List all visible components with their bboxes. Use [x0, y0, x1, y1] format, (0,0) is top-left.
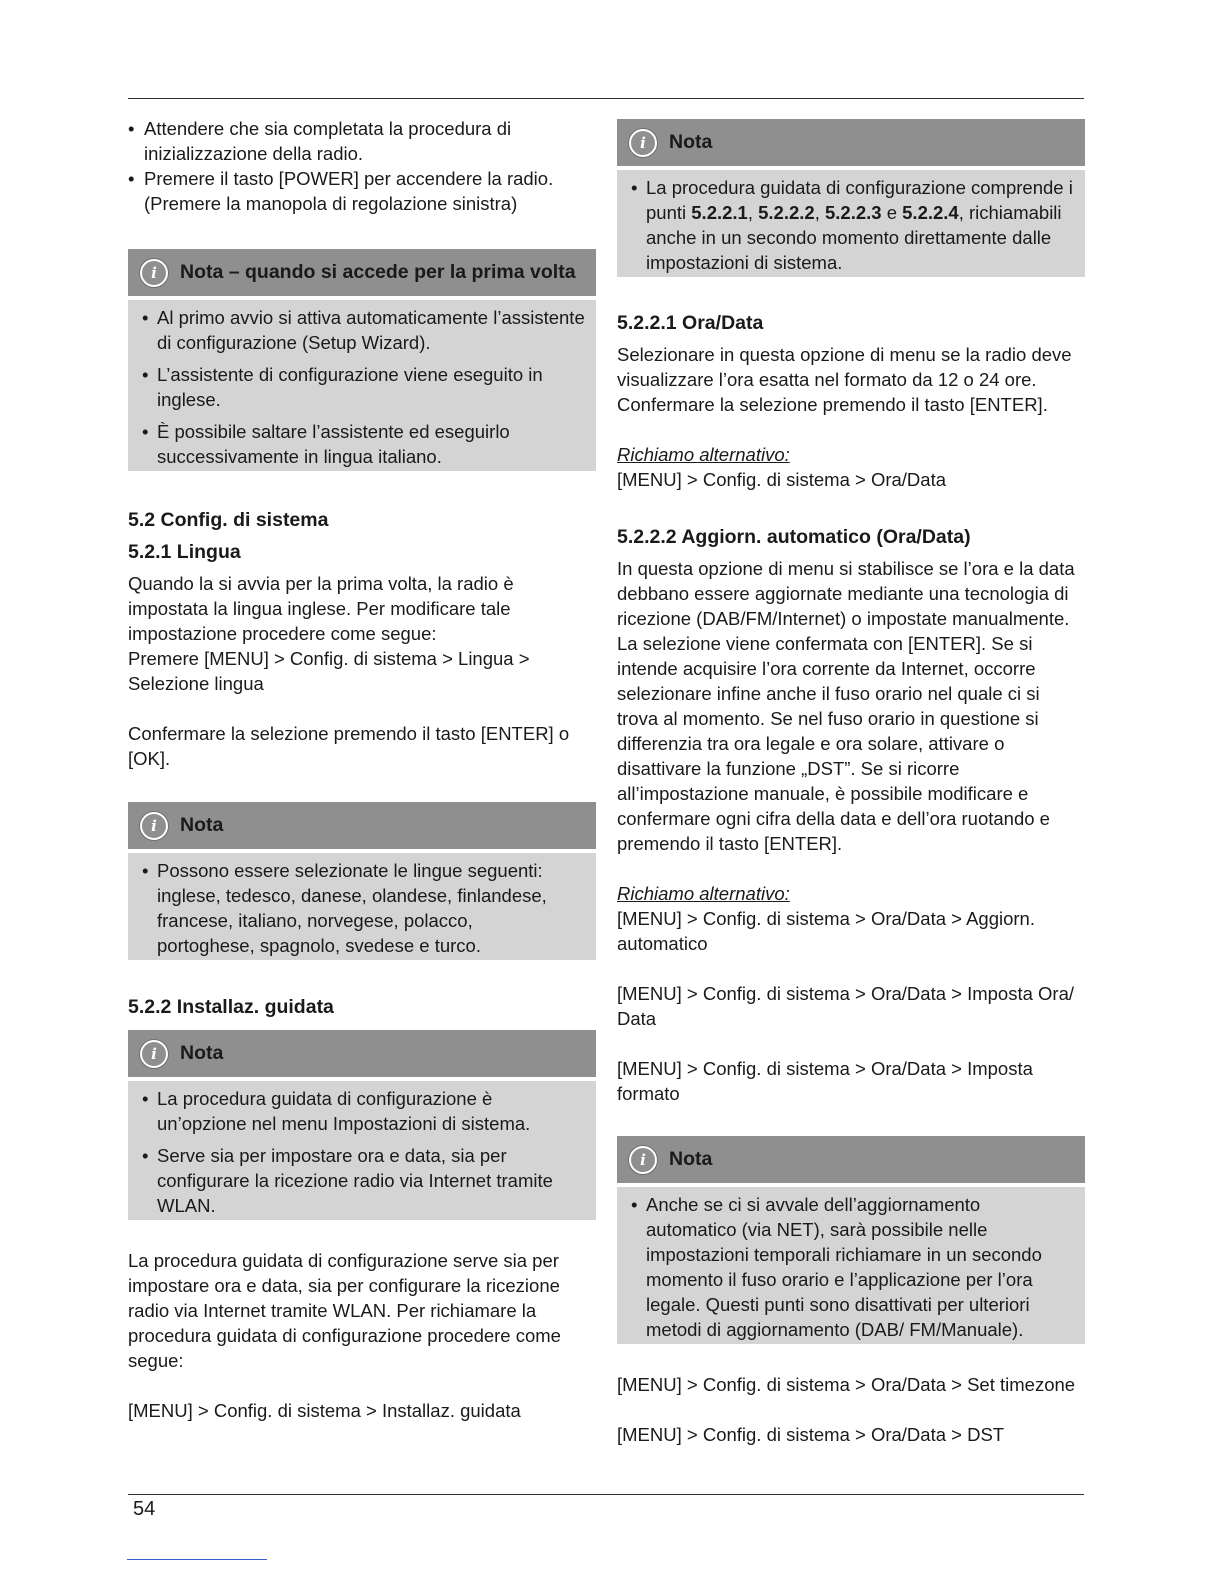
lingua-paragraph: Quando la si avvia per la prima volta, la radio è impostata la lingua inglese. Per modificare tale impostazione procedere come segue:	[128, 573, 514, 644]
subsection-title-lingua: 5.2.1 Lingua	[128, 541, 241, 563]
list-item: • Attendere che sia completata la procedura di inizializzazione della radio.	[128, 116, 596, 166]
auto-update-path: [MENU] > Config. di sistema > Ora/Data > Imposta Ora/ Data	[617, 983, 1075, 1029]
subsection-title-wizard: 5.2.2 Installaz. guidata	[128, 996, 334, 1018]
note-title: Nota	[669, 131, 713, 153]
info-icon: i	[140, 1040, 168, 1068]
final-path: [MENU] > Config. di sistema > Ora/Data > Set timezone	[617, 1374, 1076, 1395]
wizard-path: [MENU] > Config. di sistema > Installaz. guidata	[128, 1400, 521, 1421]
point-ref: 5.2.2.2	[758, 202, 815, 223]
separator: e	[881, 202, 903, 223]
list-item: • Anche se ci si avvale dell’aggiornamento automatico (via NET), sarà possibile nelle impostazioni temporali richiamare in un secondo momento il fuso orario e l’applicazione per l’ora legale. Questi punti sono disattivati per ulteriori metodi di aggiornamento (DAB/ FM/Manuale).	[629, 1192, 1075, 1342]
ora-data-alt-path: [MENU] > Config. di sistema > Ora/Data	[617, 469, 947, 490]
note-text: , richiamabili anche in un secondo momento direttamente dalle impostazioni di sistema.	[646, 202, 1062, 273]
note-title: Nota	[180, 814, 224, 836]
note-body	[617, 170, 1085, 277]
list-item: • La procedura guidata di configurazione è un’opzione nel menu Impostazioni di sistema.	[140, 1086, 586, 1136]
left-column	[128, 116, 596, 1448]
footer-link-underline	[127, 1559, 267, 1560]
note-header	[617, 1136, 1085, 1183]
header-rule	[128, 98, 1084, 99]
section-title: 5.2 Config. di sistema	[128, 509, 329, 531]
intro-bullets	[128, 116, 596, 216]
note-text: La procedura guidata di configurazione comprende i punti	[646, 177, 1073, 223]
note-header	[617, 119, 1085, 166]
note-languages	[128, 802, 596, 960]
point-ref: 5.2.2.4	[902, 202, 959, 223]
note-title: Nota	[669, 1148, 713, 1170]
note-body	[128, 300, 596, 471]
list-item	[629, 175, 1075, 275]
list-item: • Premere il tasto [POWER] per accendere la radio. (Premere la manopola di regolazione sinistra)	[128, 166, 596, 216]
auto-update-paragraph: In questa opzione di menu si stabilisce se l’ora e la data debbano essere aggiornate mediante una tecnologia di ricezione (DAB/FM/Internet) o impostate manualmente. La selezione viene confermata con [ENTER]. Se si intende acquisire l’ora corrente da Internet, occorre selezionare infine anche il fuso orario nel quale ci si trova al momento. Se nel fuso orario in questione si differenzia tra ora legale e ora solare, attivare o disattivare la funzione „DST”. Se si ricorre all’impostazione manuale, è possibile modificare e confermare ogni cifra della data e dell’ora ruotando e premendo il tasto [ENTER].	[617, 558, 1075, 854]
note-title: Nota	[180, 1042, 224, 1064]
note-body	[128, 853, 596, 960]
info-icon: i	[629, 129, 657, 157]
list-item: • È possibile saltare l’assistente ed eseguirlo successivamente in lingua italiano.	[140, 419, 586, 469]
subsection-title-auto-update: 5.2.2.2 Aggiorn. automatico (Ora/Data)	[617, 526, 971, 548]
note-wizard	[128, 1030, 596, 1220]
ora-data-paragraph: Selezionare in questa opzione di menu se la radio deve visualizzare l’ora esatta nel formato da 12 o 24 ore. Confermare la selezione premendo il tasto [ENTER].	[617, 344, 1072, 415]
auto-update-path: [MENU] > Config. di sistema > Ora/Data > Aggiorn. automatico	[617, 908, 1035, 954]
info-icon: i	[140, 259, 168, 287]
note-body	[128, 1081, 596, 1220]
note-timezone	[617, 1136, 1085, 1344]
lingua-path: Premere [MENU] > Config. di sistema > Lingua > Selezione lingua	[128, 648, 530, 694]
page-number: 54	[133, 1498, 156, 1520]
point-ref: 5.2.2.1	[691, 202, 748, 223]
list-item: • Al primo avvio si attiva automaticamente l’assistente di configurazione (Setup Wizard).	[140, 305, 586, 355]
alt-label: Richiamo alternativo:	[617, 883, 790, 904]
point-ref: 5.2.2.3	[824, 202, 882, 223]
separator: ,	[814, 202, 825, 223]
note-first-start	[128, 249, 596, 471]
auto-update-path: [MENU] > Config. di sistema > Ora/Data > Imposta formato	[617, 1058, 1033, 1104]
note-title: Nota – quando si accede per la prima volta	[180, 261, 576, 283]
note-body	[617, 1187, 1085, 1344]
lingua-confirm: Confermare la selezione premendo il tasto [ENTER] o [OK].	[128, 723, 570, 769]
info-icon: i	[629, 1146, 657, 1174]
note-wizard-points	[617, 119, 1085, 277]
alt-label: Richiamo alternativo:	[617, 444, 790, 465]
separator: ,	[747, 202, 759, 223]
note-header	[128, 249, 596, 296]
list-item: • L’assistente di configurazione viene eseguito in inglese.	[140, 362, 586, 412]
footer-rule	[128, 1494, 1084, 1495]
wizard-paragraph: La procedura guidata di configurazione serve sia per impostare ora e data, sia per configurare la ricezione radio via Internet tramite WLAN. Per richiamare la procedura guidata di configurazione procedere come segue:	[128, 1250, 561, 1371]
note-header	[128, 802, 596, 849]
final-path: [MENU] > Config. di sistema > Ora/Data > DST	[617, 1424, 1005, 1445]
right-column	[617, 119, 1085, 1472]
note-header	[128, 1030, 596, 1077]
info-icon: i	[140, 812, 168, 840]
list-item: • Possono essere selezionate le lingue seguenti: inglese, tedesco, danese, olandese, finlandese, francese, italiano, norvegese, polacco, portoghese, spagnolo, svedese e turco.	[140, 858, 586, 958]
subsection-title-ora-data: 5.2.2.1 Ora/Data	[617, 312, 764, 334]
list-item: • Serve sia per impostare ora e data, sia per configurare la ricezione radio via Internet tramite WLAN.	[140, 1143, 586, 1218]
